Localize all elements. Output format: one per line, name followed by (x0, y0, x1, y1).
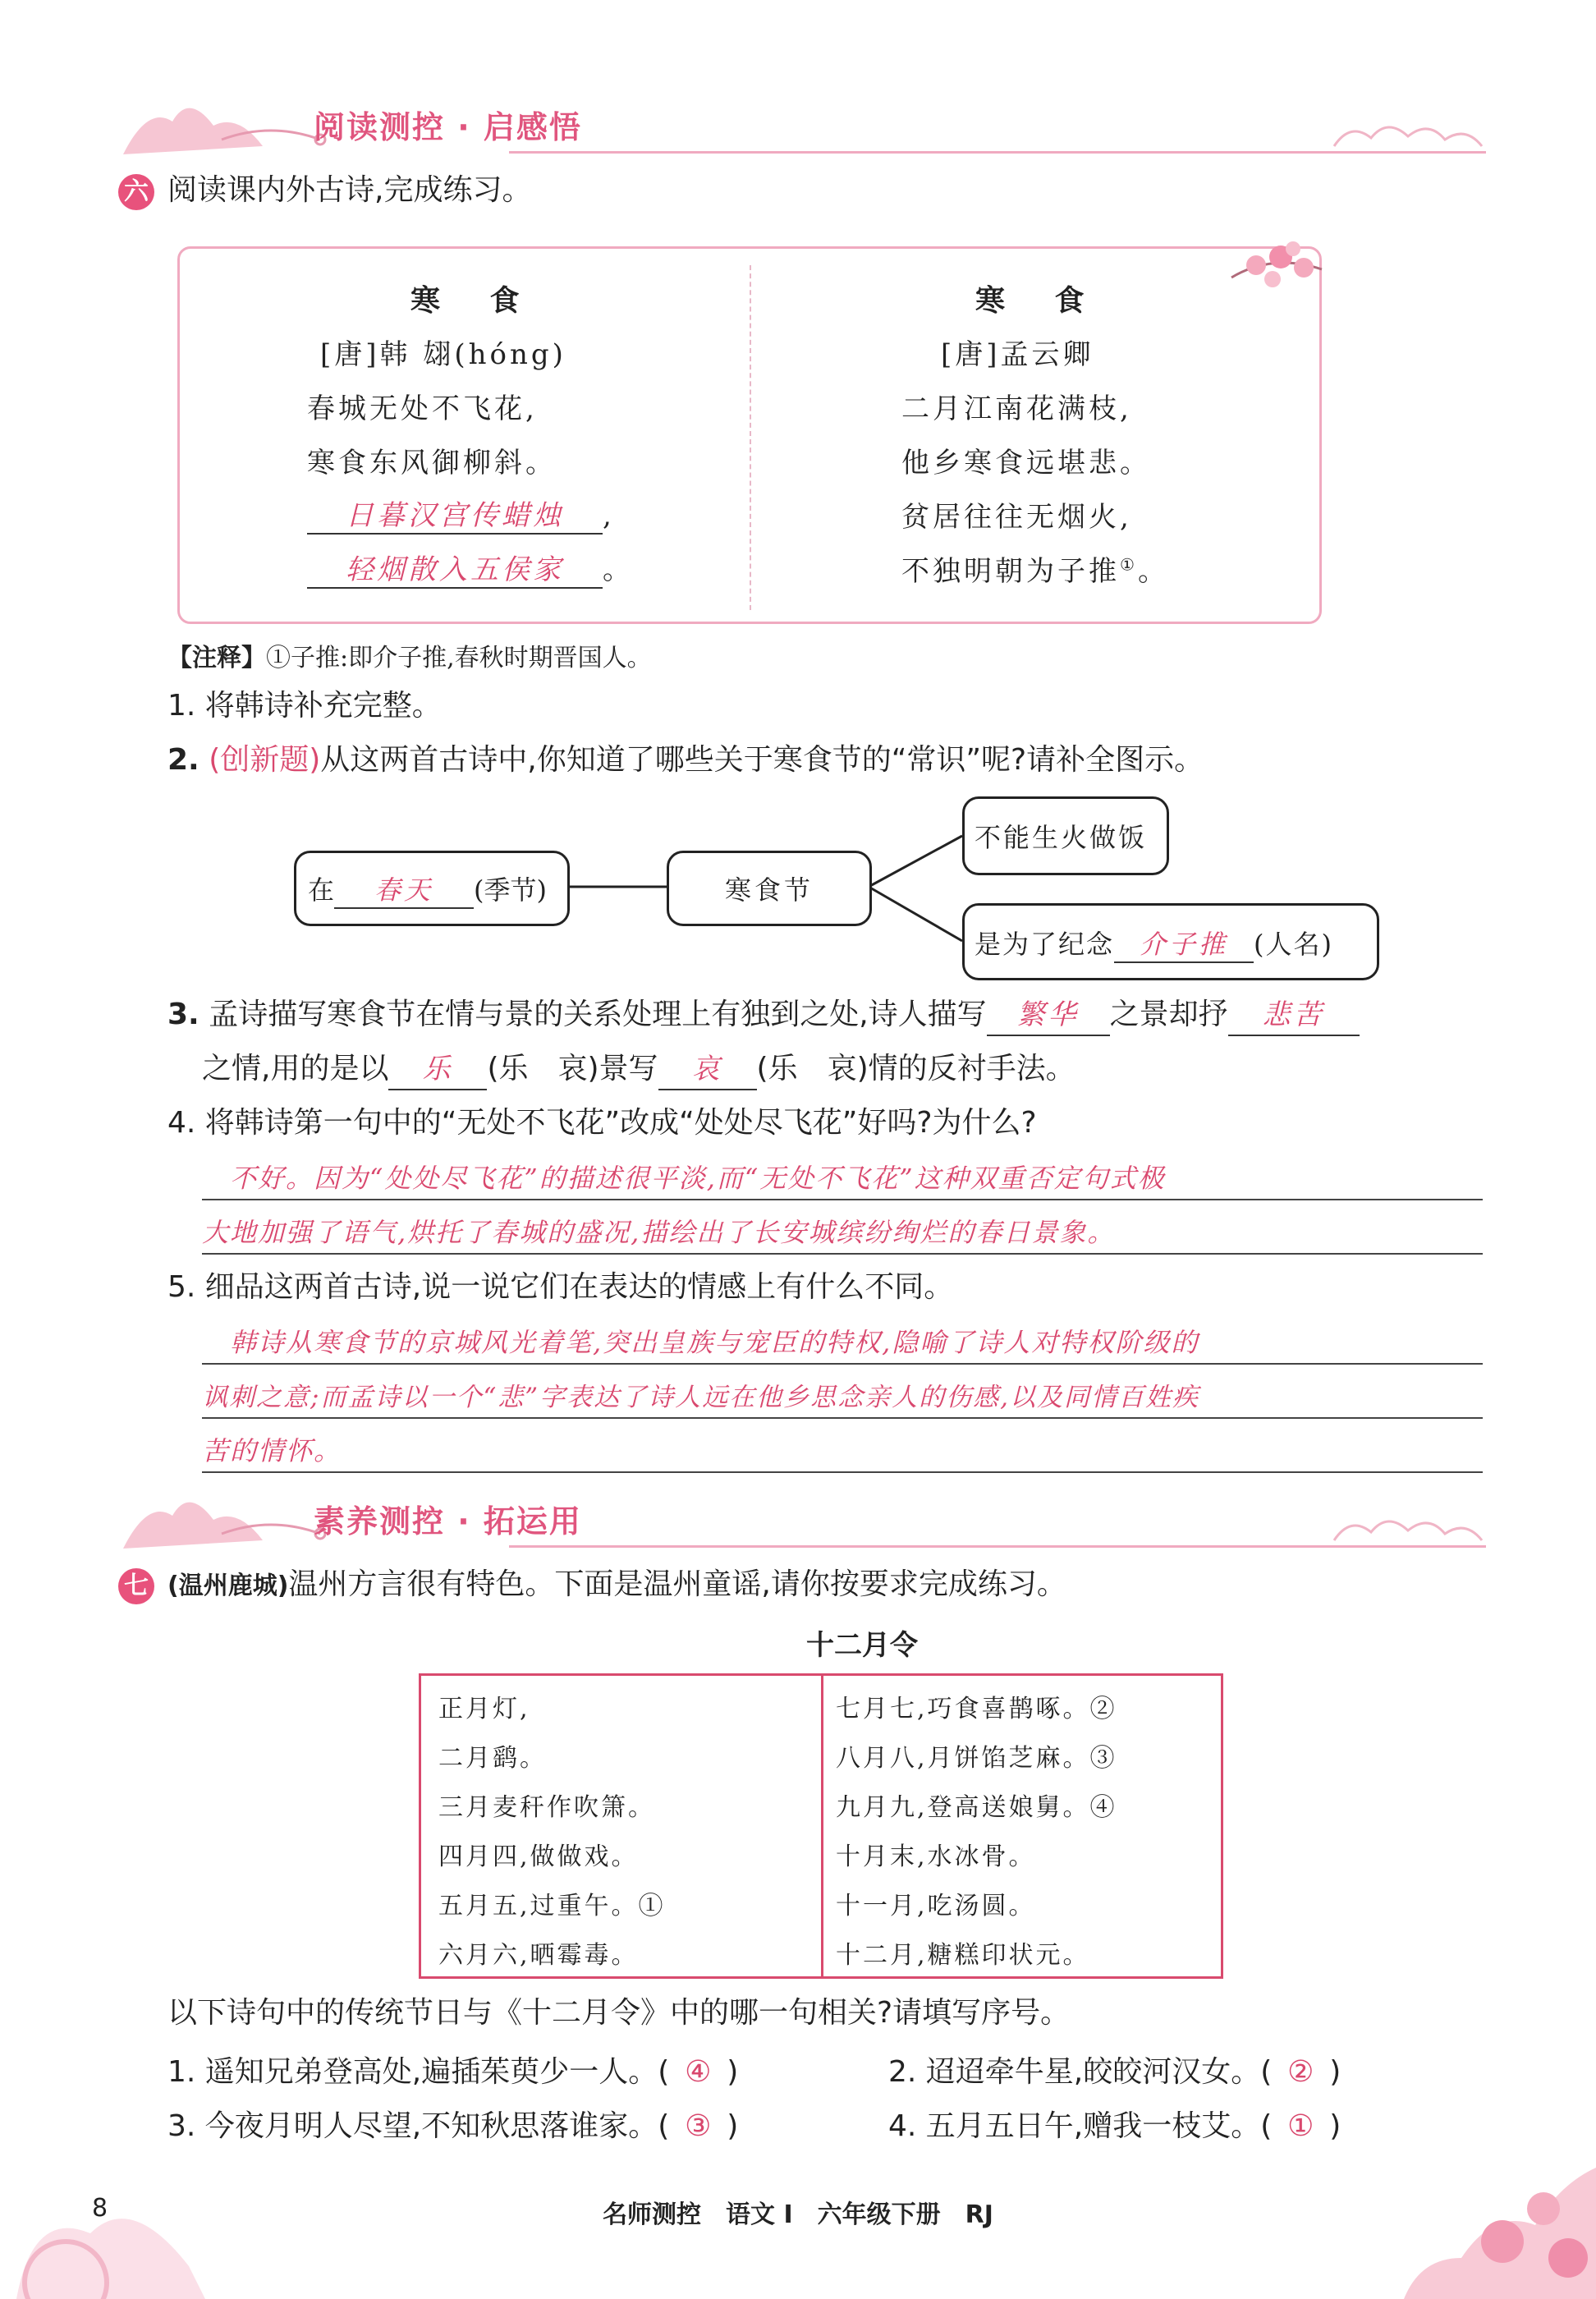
poem-note: 【注释】①子推:即介子推,春秋时期晋国人。 (167, 644, 652, 672)
item-4-answer-2: 大地加强了语气,烘托了春城的盛况,描绘出了长安城缤纷绚烂的春日景象。 (202, 1217, 1116, 1248)
answer-line (202, 1199, 1483, 1200)
poem-left-line4: 轻烟散入五侯家 。 (307, 547, 634, 589)
q7-item-4: 4. 五月五日午,赠我一枝艾。( ① ) (888, 2107, 1341, 2146)
diagram-top-box: 不能生火做饭 (962, 796, 1169, 875)
question-badge-7: 七 (118, 1568, 154, 1604)
answer-blank: 乐 (388, 1049, 487, 1090)
poem-left-author: [唐]韩 翃(hóng) (320, 338, 566, 371)
cloud-decoration-icon (1330, 1507, 1486, 1549)
flower-decoration-icon (1223, 228, 1330, 310)
answer-line (202, 1471, 1483, 1473)
poem-right-line1: 二月江南花满枝, (901, 392, 1132, 425)
item-5-answer-3: 苦的情怀。 (202, 1435, 342, 1466)
answer-blank: ③ (685, 2109, 712, 2143)
rhyme-line: 二月鹞。 (438, 1744, 547, 1773)
diagram-season-box: 在 春天 (季节) (294, 851, 570, 926)
rhyme-line: 十一月,吃汤圆。 (836, 1892, 1036, 1920)
table-divider (821, 1676, 823, 1976)
item-4: 4. 将韩诗第一句中的“无处不飞花”改成“处处尽飞花”好吗?为什么? (167, 1106, 1037, 1140)
poem-right-line3: 贫居往往无烟火, (901, 501, 1132, 534)
answer-blank: ① (1287, 2109, 1314, 2143)
section-title: 素养测控 · 拓运用 (314, 1503, 582, 1540)
answer-blank: 春天 (334, 870, 474, 909)
section-header-literacy (123, 1483, 1486, 1557)
diagram-center-box: 寒食节 (667, 851, 872, 926)
poem-right-title: 寒 食 (975, 283, 1104, 318)
rhyme-line: 五月五,过重午。① (438, 1892, 666, 1920)
item-5: 5. 细品这两首古诗,说一说它们在表达的情感上有什么不同。 (167, 1270, 954, 1304)
poem-right-author: [唐]孟云卿 (941, 338, 1094, 371)
q7-item-3: 3. 今夜月明人尽望,不知秋思落谁家。( ③ ) (167, 2107, 738, 2146)
table-title: 十二月令 (806, 1629, 918, 1662)
mountain-decoration-icon (123, 1483, 337, 1557)
answer-blank: ④ (685, 2055, 712, 2089)
item-5-answer-2: 讽刺之意;而孟诗以一个“悲”字表达了诗人远在他乡思念亲人的伤感,以及同情百姓疾 (202, 1383, 1199, 1412)
item-4-answer-1: 不好。因为“处处尽飞花”的描述很平淡,而“无处不飞花”这种双重否定句式极 (202, 1163, 1166, 1194)
item-3-line1: 3. 孟诗描写寒食节在情与景的关系处理上有独到之处,诗人描写 繁华 之景却抒 悲苦 (167, 995, 1360, 1036)
rhyme-line: 八月八,月饼馅芝麻。③ (836, 1744, 1117, 1773)
rhyme-line: 六月六,晒霉毒。 (438, 1941, 639, 1970)
poem-left-line2: 寒食东风御柳斜。 (307, 447, 557, 480)
poem-left-line3: 日暮汉宫传蜡烛 , (307, 493, 615, 535)
answer-blank: 日暮汉宫传蜡烛 (307, 493, 603, 535)
q7-item-2: 2. 迢迢牵牛星,皎皎河汉女。( ② ) (888, 2053, 1341, 2092)
poem-divider (750, 265, 751, 610)
q7-item-1: 1. 遥知兄弟登高处,遍插茱萸少一人。( ④ ) (167, 2053, 738, 2092)
question-badge-6: 六 (118, 174, 154, 210)
answer-blank: 介子推 (1114, 924, 1254, 963)
cloud-decoration-icon (1330, 113, 1486, 154)
item-2: 2. (创新题)从这两首古诗中,你知道了哪些关于寒食节的“常识”呢?请补全图示。 (167, 743, 1204, 777)
item-1: 1. 将韩诗补充完整。 (167, 689, 442, 723)
section-title: 阅读测控 · 启感悟 (314, 109, 582, 145)
mountain-decoration-icon (123, 89, 337, 163)
innovation-tag: (创新题) (209, 743, 321, 777)
page-number: 8 (92, 2194, 108, 2223)
question-7-prompt: (温州鹿城)温州方言很有特色。下面是温州童谣,请你按要求完成练习。 (167, 1567, 1066, 1601)
poem-left-title: 寒 食 (410, 283, 539, 318)
poem-right-line4: 不独明朝为子推①。 (901, 554, 1169, 588)
rhyme-line: 正月灯, (438, 1695, 530, 1723)
answer-blank: 轻烟散入五侯家 (307, 547, 603, 589)
rhyme-line: 九月九,登高送娘舅。④ (836, 1793, 1117, 1822)
rhyme-line: 四月四,做做戏。 (438, 1842, 639, 1871)
diagram-bottom-box: 是为了纪念 介子推 (人名) (962, 903, 1379, 980)
rhyme-line: 十二月,糖糕印状元。 (836, 1941, 1090, 1970)
answer-blank: 悲苦 (1228, 995, 1360, 1036)
answer-blank: 哀 (658, 1049, 757, 1090)
answer-blank: 繁华 (987, 995, 1110, 1036)
rhyme-line: 三月麦秆作吹箫。 (438, 1793, 655, 1822)
footer-text: 名师测控 语文 Ⅰ 六年级下册 RJ (603, 2200, 993, 2229)
rhyme-line: 七月七,巧食喜鹊啄。② (836, 1695, 1117, 1723)
item-5-answer-1: 韩诗从寒食节的京城风光着笔,突出皇族与宠臣的特权,隐喻了诗人对特权阶级的 (202, 1327, 1199, 1358)
answer-blank: ② (1287, 2055, 1314, 2089)
question-6-prompt: 阅读课内外古诗,完成练习。 (167, 173, 532, 207)
answer-line (202, 1417, 1483, 1419)
poem-right-line2: 他乡寒食远堪悲。 (901, 447, 1151, 480)
answer-line (202, 1253, 1483, 1255)
q7-instruction: 以下诗句中的传统节日与《十二月令》中的哪一句相关?请填写序号。 (167, 1996, 1071, 2030)
answer-line (202, 1363, 1483, 1365)
poem-left-line1: 春城无处不飞花, (307, 392, 538, 425)
section-header-reading (123, 89, 1486, 163)
rhyme-line: 十月末,水冰骨。 (836, 1842, 1036, 1871)
item-3-line2: 之情,用的是以 乐 (乐 哀)景写 哀 (乐 哀)情的反衬手法。 (202, 1049, 1075, 1090)
